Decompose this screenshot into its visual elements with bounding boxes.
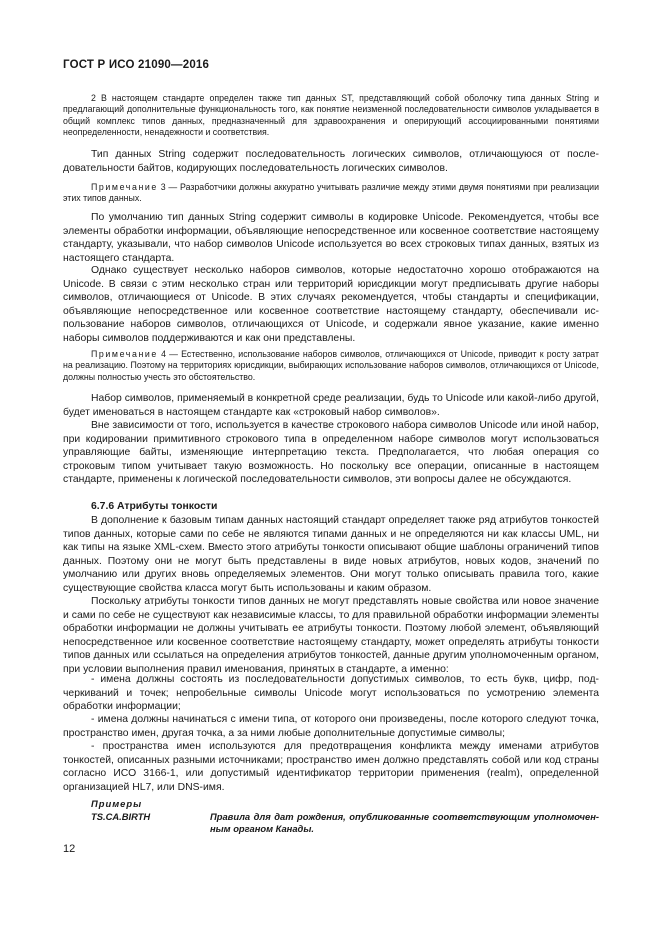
example-text: Правила для дат рождения, опубликованные соответствующим уполномоченным органом Канады. xyxy=(210,811,599,835)
paragraph-1 xyxy=(63,148,599,175)
examples-label: Примеры xyxy=(91,798,143,809)
note-3-label: Примечание xyxy=(91,182,158,192)
paragraph-2-text: По умолчанию тип данных String содержит символы в кодировке Unicode. Рекомендуется, чтобы все элементы обработки информации, объявляющие непосредственное или косвенное соответствие настоящему стандарту, указывали, что набор символов Unicode используется во всех строковых типах данных, взятых из настоящего стандарта. xyxy=(63,212,599,264)
paragraph-7 xyxy=(63,595,599,677)
list-item xyxy=(63,673,599,714)
paragraph-7-text: Поскольку атрибуты тонкости типов данных не могут представлять новые свойства или новое значение и сами по себе не существуют как независимые классы, то для правильной обработки информации элементы обработки информации не должны учитывать ее атрибуты тонкости. Поэтому любой элемент, объявляющий непосредственное или косвенное соответствие настоящему стандарту, может определять атрибуты тонкости типов данных или ссылаться на определения атрибутов тонкостей, данные другим уполномоченным органом, при условии выполнения правил именования, принятых в стандарте, а именно: xyxy=(63,596,599,675)
paragraph-6 xyxy=(63,514,599,596)
note-2 xyxy=(63,93,599,139)
paragraph-4-text: Набор символов, применяемый в конкретной среде реализации, будь то Unicode или какой-либо другой, будет именоваться в настоящем стандарте как «строковый набор символов». xyxy=(63,393,599,418)
paragraph-1-text: Тип данных String содержит последовательность логических символов, отличающуюся от последовательности байтов, кодирующих последовательность логических символов. xyxy=(63,149,599,174)
paragraph-5 xyxy=(63,419,599,487)
list-item-1-text: - имена должны состоять из последовательности допустимых символов, то есть букв, цифр, подчеркиваний и точек; непробельные символы Unicode могут использоваться по усмотрению элемента обработки информации; xyxy=(63,674,599,713)
note-4 xyxy=(63,349,599,383)
note-4-body: 4 — Естественно, использование наборов символов, отличающихся от Unicode, приводит к росту затрат на реализацию. Поэтому на территориях юрисдикции, выбирающих использование наборов символов, отличающихся от Unicode, должны полностью учесть это обстоятельство. xyxy=(63,349,599,382)
list-item-2-text: - имена должны начинаться с имени типа, от которого они произведены, после которого следуют точка, пространство имен, другая точка, а за ними любые дополнительные допустимые символы; xyxy=(63,714,599,739)
section-6-7-6 xyxy=(63,500,599,514)
document-header: ГОСТ Р ИСО 21090—2016 xyxy=(63,59,210,71)
paragraph-5-text: Вне зависимости от того, используется в качестве строкового набора символов Unicode или иной набор, при кодировании примитивного строкового типа в определенном наборе символов могут использоваться управляющие байты, изменяющие интерпретацию текста. Предполагается, что любая операция со строковым типом учитывает такую возможность. Но поскольку все операции, описанные в настоящем стандарте, применены к логической последовательности символов, эти вопросы далее не обсуждаются. xyxy=(63,420,599,486)
paragraph-6-text: В дополнение к базовым типам данных настоящий стандарт определяет также ряд атрибутов тонкостей типов данных, которые сами по себе не являются типами данных и не определяются ни как классы UML, ни как типы на языке XML-схем. Вместо этого атрибуты тонкости описывают общие шаблоны ограничений типов данных. Поэтому они не могут быть представлены в виде новых атрибутов, новых кодов, значений по умолчанию или других вновь определяемых элементов. Они могут только описывать правила того, какие существующие свойства класса могут быть использованы и каким образом. xyxy=(63,515,599,594)
note-3-body: 3 — Разработчики должны аккуратно учитывать различие между этими двумя понятиями при реализации этих типов данных. xyxy=(63,182,599,204)
note-4-text xyxy=(63,349,599,383)
paragraph-3 xyxy=(63,264,599,346)
list-item xyxy=(63,713,599,740)
note-3 xyxy=(63,182,599,205)
paragraph-2 xyxy=(63,211,599,265)
list-item xyxy=(63,740,599,794)
example-code: TS.CA.BIRTH xyxy=(91,811,151,822)
paragraph-3-text: Однако существует несколько наборов символов, которые недостаточно хорошо отображаются на Unicode. В связи с этим несколько стран или территорий юрисдикции могут предписывать другие наборы символов, отличающиеся от Unicode. В этих случаях рекомендуется, чтобы стандарты и спецификации, объявляющие непосредственное или косвенное соответствие настоящему стандарту, обеспечивали использование наборов символов, отличающихся от Unicode, и содержали явное указание, какие именно наборы символов поддерживаются и как они представлены. xyxy=(63,265,599,344)
section-heading: 6.7.6 Атрибуты тонкости xyxy=(91,501,218,512)
note-4-label: Примечание xyxy=(91,349,158,359)
paragraph-4 xyxy=(63,392,599,419)
note-3-text xyxy=(63,182,599,205)
page-number: 12 xyxy=(63,843,76,855)
list-item-3-text: - пространства имен используются для предотвращения конфликта между именами атрибутов тонкостей, описанных разными источниками; пространство имен должно представлять собой или код страны согласно ИСО 3166-1, или допустимый идентификатор территории применения (realm), определенной организацией HL7, или DNS-имя. xyxy=(63,741,599,793)
note-2-text: 2 В настоящем стандарте определен также тип данных ST, представляющий собой оболочку типа данных String и предлагающий дополнительные функциональность того, как понятие неизменной последовательности символов укладывается в общий комплекс типов данных, предназначенный для здравоохранения и оперирующий ассоциированными понятиями неопределенности, ненадежности и соответствия. xyxy=(63,93,599,138)
